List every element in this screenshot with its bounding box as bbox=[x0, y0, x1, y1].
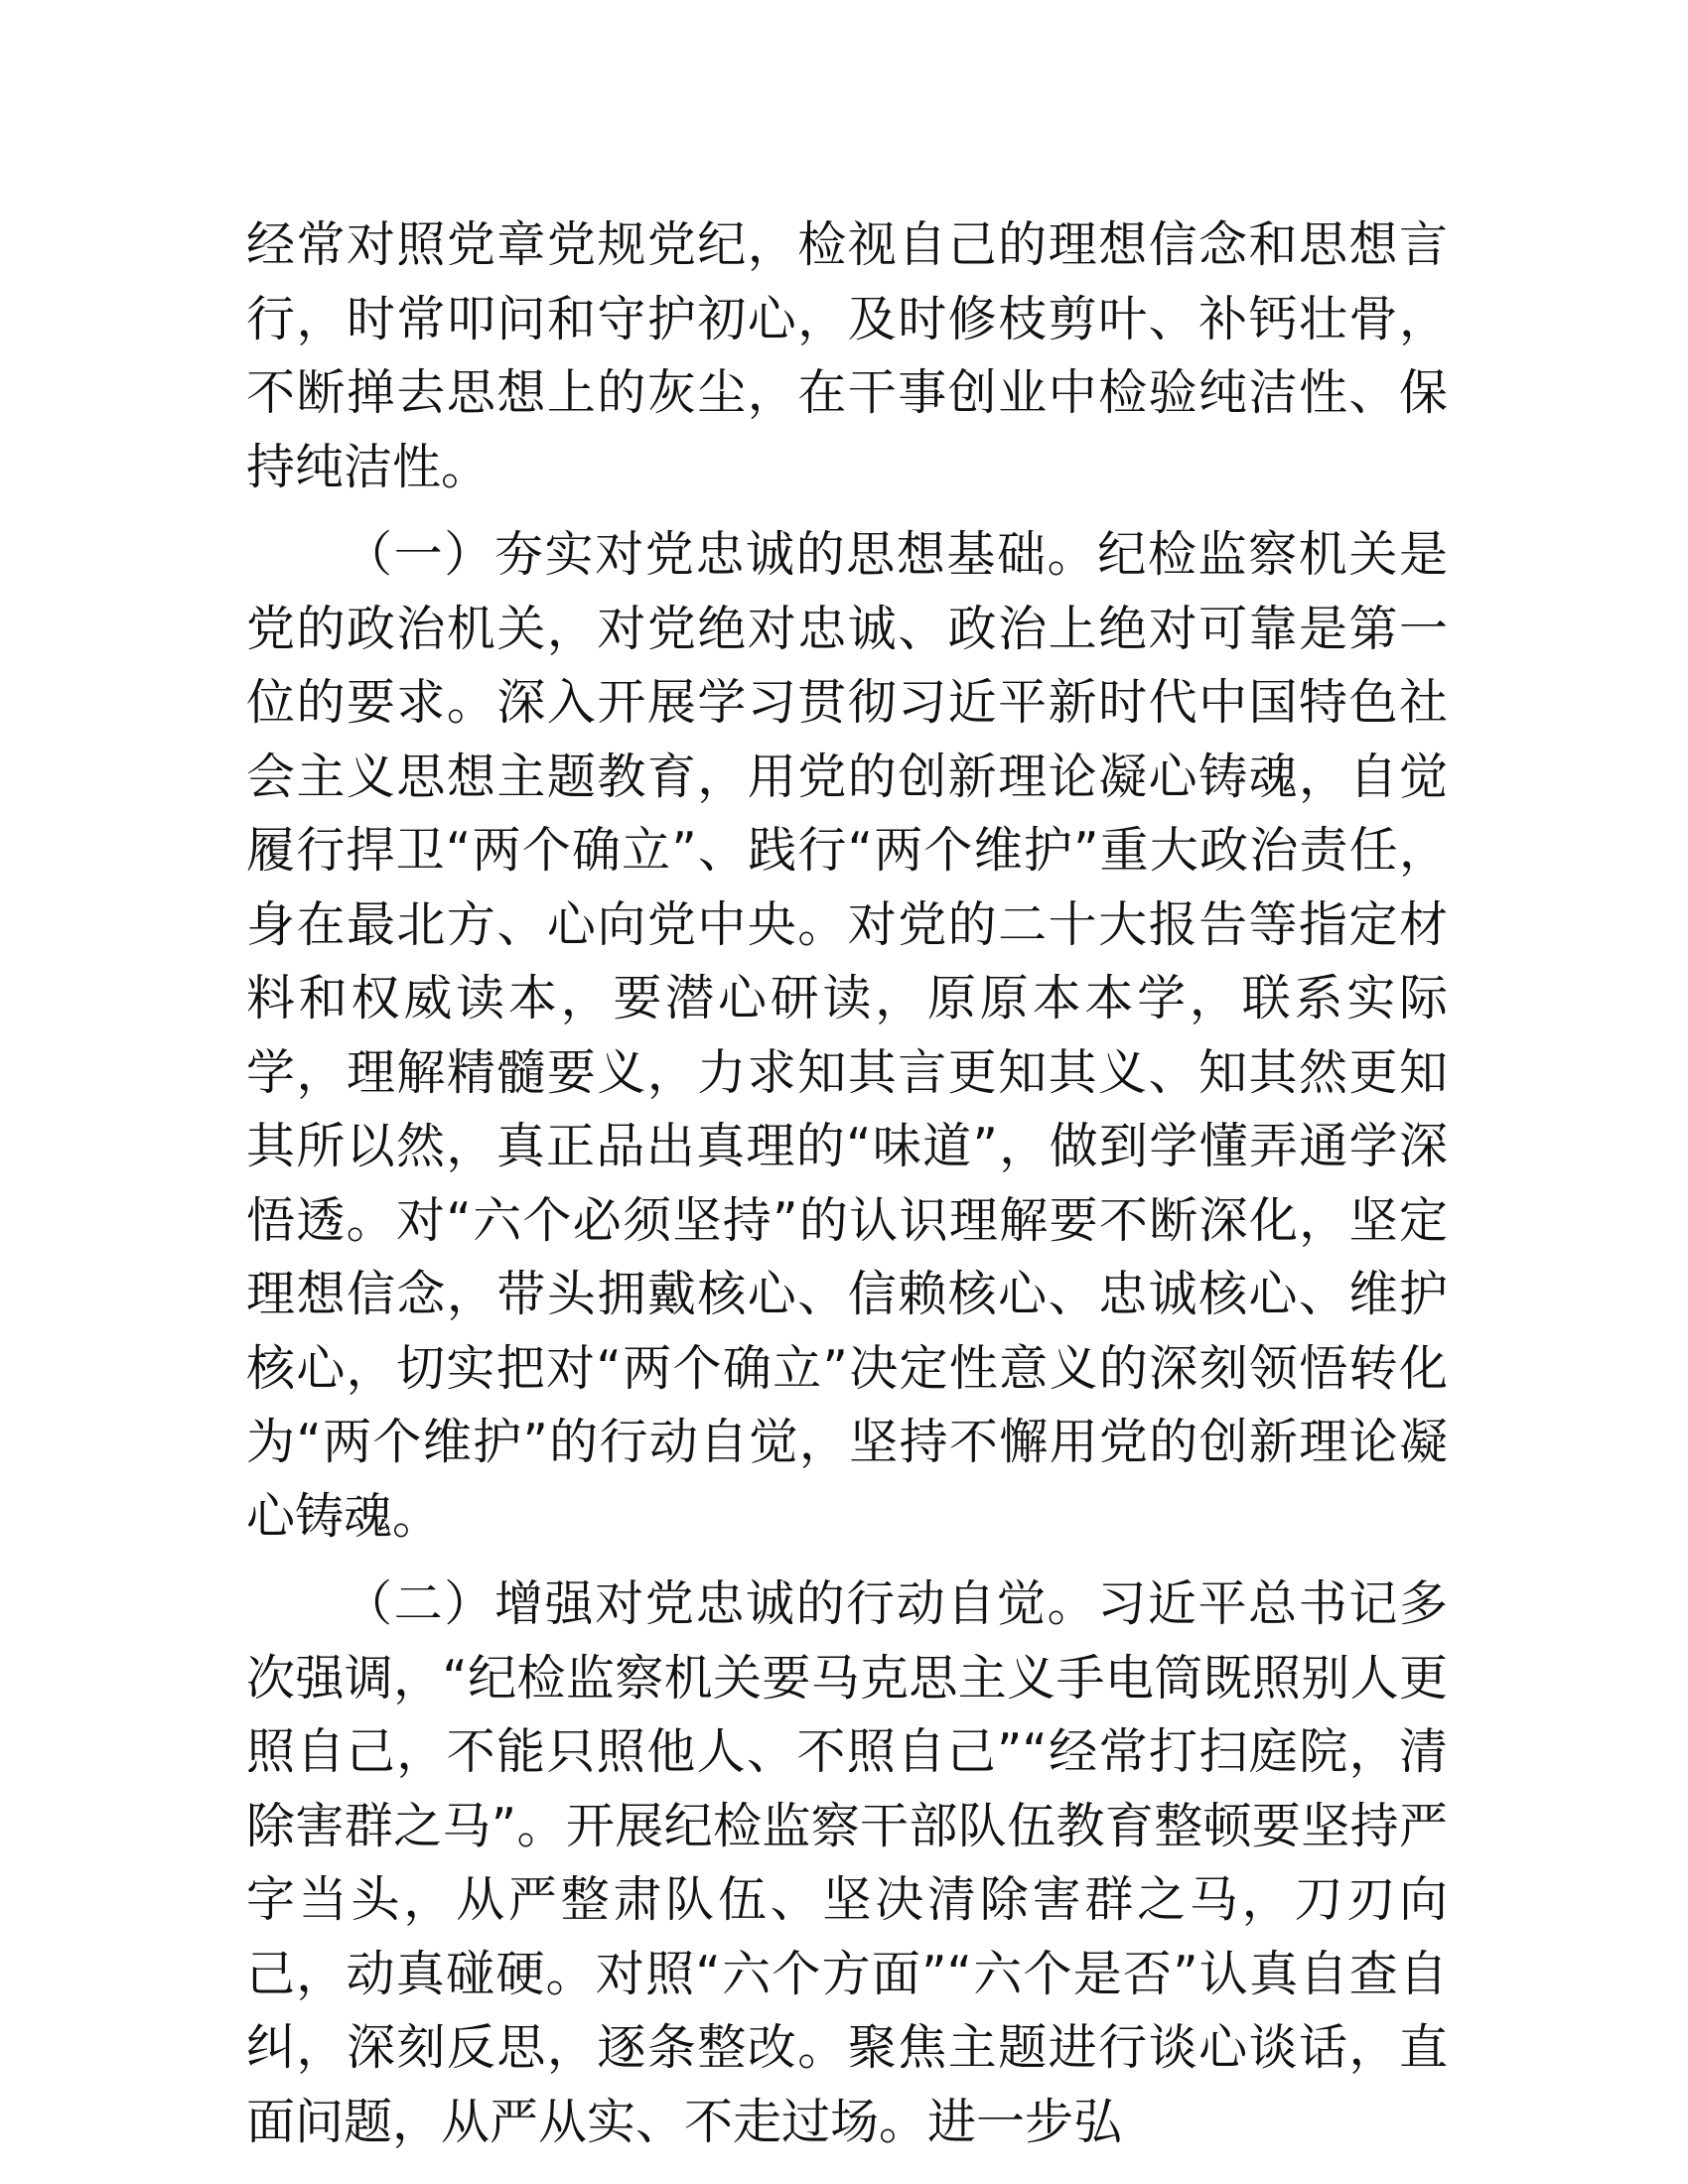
paragraph-section-2: （二）增强对党忠诚的行动自觉。习近平总书记多次强调，“纪检监察机关要马克思主义手电筒既照别人更照自己，不能只照他人、不照自己”“经常打扫庭院，清除害群之马”。开展纪检监察干部队伍教育整顿要坚持严字当头，从严整肃队伍、坚决清除害群之马，刀刃向己，动真碰硬。对照“六个方面”“六个是否”认真自查自纠，深刻反思，逐条整改。聚焦主题进行谈心谈话，直面问题，从严从实、不走过场。进一步弘 bbox=[246, 1575, 1448, 2150]
paragraph-section-1: （一）夯实对党忠诚的思想基础。纪检监察机关是党的政治机关，对党绝对忠诚、政治上绝对可靠是第一位的要求。深入开展学习贯彻习近平新时代中国特色社会主义思想主题教育，用党的创新理论凝心铸魂，自觉履行捍卫“两个确立”、践行“两个维护”重大政治责任，身在最北方、心向党中央。对党的二十大报告等指定材料和权威读本，要潜心研读，原原本本学，联系实际学，理解精髓要义，力求知其言更知其义、知其然更知其所以然，真正品出真理的“味道”，做到学懂弄通学深悟透。对“六个必须坚持”的认识理解要不断深化，坚定理想信念，带头拥戴核心、信赖核心、忠诚核心、维护核心，切实把对“两个确立”决定性意义的深刻领悟转化为“两个维护”的行动自觉，坚持不懈用党的创新理论凝心铸魂。 bbox=[246, 526, 1448, 1545]
paragraph-continuation: 经常对照党章党规党纪，检视自己的理想信念和思想言行，时常叩问和守护初心，及时修枝剪叶、补钙壮骨，不断掸去思想上的灰尘，在干事创业中检验纯洁性、保持纯洁性。 bbox=[246, 216, 1448, 495]
document-body bbox=[246, 208, 1448, 2173]
